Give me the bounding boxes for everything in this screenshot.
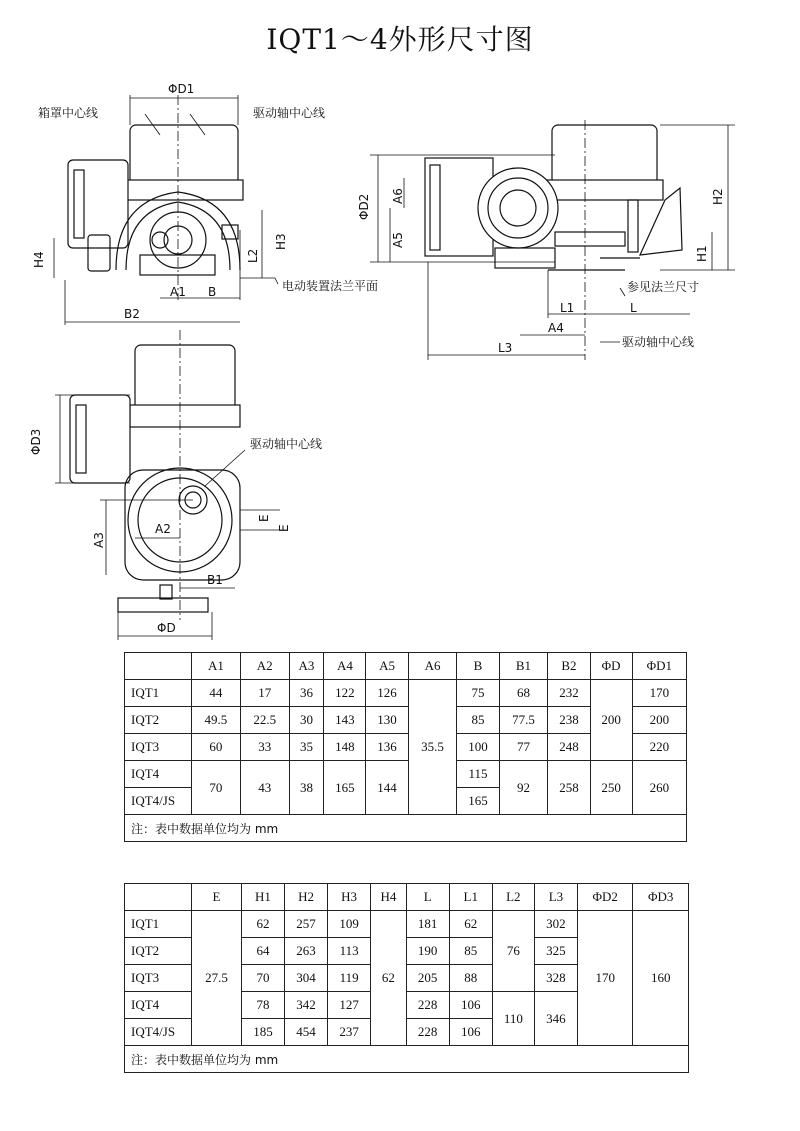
table-cell: 113 [328, 938, 371, 965]
table-cell: 228 [406, 1019, 449, 1046]
table-cell: 200 [590, 680, 632, 761]
table-header-cell: A5 [366, 653, 408, 680]
table-header-row [125, 884, 689, 911]
table-cell: 36 [289, 680, 324, 707]
table-header-row [125, 653, 687, 680]
table-cell: 35.5 [408, 680, 457, 815]
table-cell: 258 [548, 761, 590, 815]
table-cell: 62 [449, 911, 492, 938]
table-cell: 130 [366, 707, 408, 734]
table-cell: 228 [406, 992, 449, 1019]
model-cell: IQT2 [125, 707, 192, 734]
table-header-cell: B1 [499, 653, 548, 680]
table-cell: 165 [457, 788, 499, 815]
table-cell: 64 [241, 938, 284, 965]
label-a4: A4 [548, 321, 564, 335]
model-cell: IQT4 [125, 761, 192, 788]
table-cell: 17 [240, 680, 289, 707]
label-ref-flange: 参见法兰尺寸 [627, 280, 700, 294]
table-row [125, 761, 687, 788]
table-header-cell: A1 [192, 653, 241, 680]
top-view [55, 330, 280, 640]
table-row [125, 911, 689, 938]
table-header-cell: H2 [284, 884, 327, 911]
table-cell: 35 [289, 734, 324, 761]
table-cell: 200 [632, 707, 686, 734]
table-header-cell: E [192, 884, 242, 911]
table-cell: 68 [499, 680, 548, 707]
label-l3: L3 [498, 341, 513, 355]
label-drive-center-side: 驱动轴中心线 [622, 335, 695, 349]
table-header-cell: B2 [548, 653, 590, 680]
table-header-cell: ΦD [590, 653, 632, 680]
label-a1: A1 [170, 285, 186, 299]
label-l1: L1 [560, 301, 575, 315]
table-cell: 304 [284, 965, 327, 992]
dimension-table-2 [124, 883, 689, 1073]
table-cell: 181 [406, 911, 449, 938]
table-cell: 170 [577, 911, 632, 1046]
table-header-cell: A6 [408, 653, 457, 680]
table-cell: 110 [492, 992, 534, 1046]
table-header-cell: L3 [534, 884, 577, 911]
table-cell: 88 [449, 965, 492, 992]
dimension-table-1 [124, 652, 687, 842]
table-header-cell: ΦD3 [633, 884, 689, 911]
table-cell: 77.5 [499, 707, 548, 734]
table-cell: 185 [241, 1019, 284, 1046]
table-cell: 75 [457, 680, 499, 707]
table-cell: 70 [192, 761, 241, 815]
label-drive-center-top: 驱动轴中心线 [250, 437, 323, 451]
label-drive-center: 驱动轴中心线 [253, 106, 326, 120]
table-cell: 342 [284, 992, 327, 1019]
table-cell: 148 [324, 734, 366, 761]
table-cell: 136 [366, 734, 408, 761]
table-note: 注：表中数据单位均为 mm [125, 1046, 689, 1073]
table-cell: 109 [328, 911, 371, 938]
table-cell: 115 [457, 761, 499, 788]
table-cell: 78 [241, 992, 284, 1019]
table-header-cell: L2 [492, 884, 534, 911]
label-h4: H4 [32, 251, 46, 268]
model-cell: IQT4/JS [125, 788, 192, 815]
table-cell: 190 [406, 938, 449, 965]
label-e2: E [277, 524, 291, 532]
label-phi-d1: ΦD1 [168, 82, 195, 96]
table-header-cell: H1 [241, 884, 284, 911]
table-cell: 346 [534, 992, 577, 1046]
label-h3: H3 [274, 233, 288, 250]
table-cell: 302 [534, 911, 577, 938]
label-a3: A3 [92, 532, 106, 548]
table-cell: 143 [324, 707, 366, 734]
table-cell: 76 [492, 911, 534, 992]
model-cell: IQT2 [125, 938, 192, 965]
table-header-cell [125, 884, 192, 911]
table-cell: 220 [632, 734, 686, 761]
label-box-center: 箱罩中心线 [38, 106, 99, 120]
label-phi-d2: ΦD2 [357, 193, 371, 220]
table-cell: 160 [633, 911, 689, 1046]
table-cell: 250 [590, 761, 632, 815]
model-cell: IQT1 [125, 911, 192, 938]
table-header-cell: A4 [324, 653, 366, 680]
table-header-cell: A2 [240, 653, 289, 680]
table-cell: 119 [328, 965, 371, 992]
table-note-row [125, 815, 687, 842]
table-cell: 122 [324, 680, 366, 707]
table-cell: 33 [240, 734, 289, 761]
table-cell: 62 [371, 911, 407, 1046]
model-cell: IQT4/JS [125, 1019, 192, 1046]
label-a5: A5 [391, 232, 405, 248]
label-e1: E [257, 514, 271, 522]
label-h1: H1 [695, 245, 709, 262]
table-cell: 238 [548, 707, 590, 734]
table-cell: 49.5 [192, 707, 241, 734]
table-header-cell: H3 [328, 884, 371, 911]
table-cell: 232 [548, 680, 590, 707]
label-phi-d3: ΦD3 [29, 428, 43, 455]
label-b: B [208, 285, 217, 299]
table-header-cell: B [457, 653, 499, 680]
label-phi-d: ΦD [157, 621, 176, 635]
table-cell: 27.5 [192, 911, 242, 1046]
table-note: 注：表中数据单位均为 mm [125, 815, 687, 842]
table-header-cell: A3 [289, 653, 324, 680]
table-row [125, 680, 687, 707]
label-flange-plane: 电动装置法兰平面 [282, 279, 379, 293]
table-cell: 62 [241, 911, 284, 938]
table-cell: 127 [328, 992, 371, 1019]
label-h2: H2 [711, 188, 725, 205]
model-cell: IQT1 [125, 680, 192, 707]
table-cell: 325 [534, 938, 577, 965]
table-header-cell [125, 653, 192, 680]
table-header-cell: ΦD2 [577, 884, 632, 911]
table-cell: 77 [499, 734, 548, 761]
table-header-cell: H4 [371, 884, 407, 911]
label-a6: A6 [391, 188, 405, 204]
table-cell: 328 [534, 965, 577, 992]
model-cell: IQT3 [125, 965, 192, 992]
table-note-row [125, 1046, 689, 1073]
table-cell: 263 [284, 938, 327, 965]
table-cell: 43 [240, 761, 289, 815]
table-cell: 165 [324, 761, 366, 815]
table-header-cell: ΦD1 [632, 653, 686, 680]
table-header-cell: L1 [449, 884, 492, 911]
table-cell: 30 [289, 707, 324, 734]
page-title: IQT1～4外形尺寸图 [266, 23, 534, 56]
table-cell: 237 [328, 1019, 371, 1046]
label-b1: B1 [207, 573, 223, 587]
table-cell: 126 [366, 680, 408, 707]
table-cell: 260 [632, 761, 686, 815]
table-cell: 70 [241, 965, 284, 992]
table-cell: 106 [449, 1019, 492, 1046]
label-a2: A2 [155, 522, 171, 536]
table-cell: 92 [499, 761, 548, 815]
label-l: L [630, 301, 637, 315]
table-cell: 106 [449, 992, 492, 1019]
front-view [54, 95, 278, 325]
table-cell: 38 [289, 761, 324, 815]
table-cell: 85 [457, 707, 499, 734]
table-cell: 205 [406, 965, 449, 992]
table-cell: 100 [457, 734, 499, 761]
table-cell: 257 [284, 911, 327, 938]
table-header-cell: L [406, 884, 449, 911]
table-cell: 44 [192, 680, 241, 707]
table-cell: 85 [449, 938, 492, 965]
model-cell: IQT3 [125, 734, 192, 761]
model-cell: IQT4 [125, 992, 192, 1019]
table-cell: 22.5 [240, 707, 289, 734]
label-l2: L2 [246, 248, 260, 263]
table-cell: 170 [632, 680, 686, 707]
table-cell: 248 [548, 734, 590, 761]
table-cell: 60 [192, 734, 241, 761]
table-cell: 454 [284, 1019, 327, 1046]
table-cell: 144 [366, 761, 408, 815]
label-b2: B2 [124, 307, 140, 321]
